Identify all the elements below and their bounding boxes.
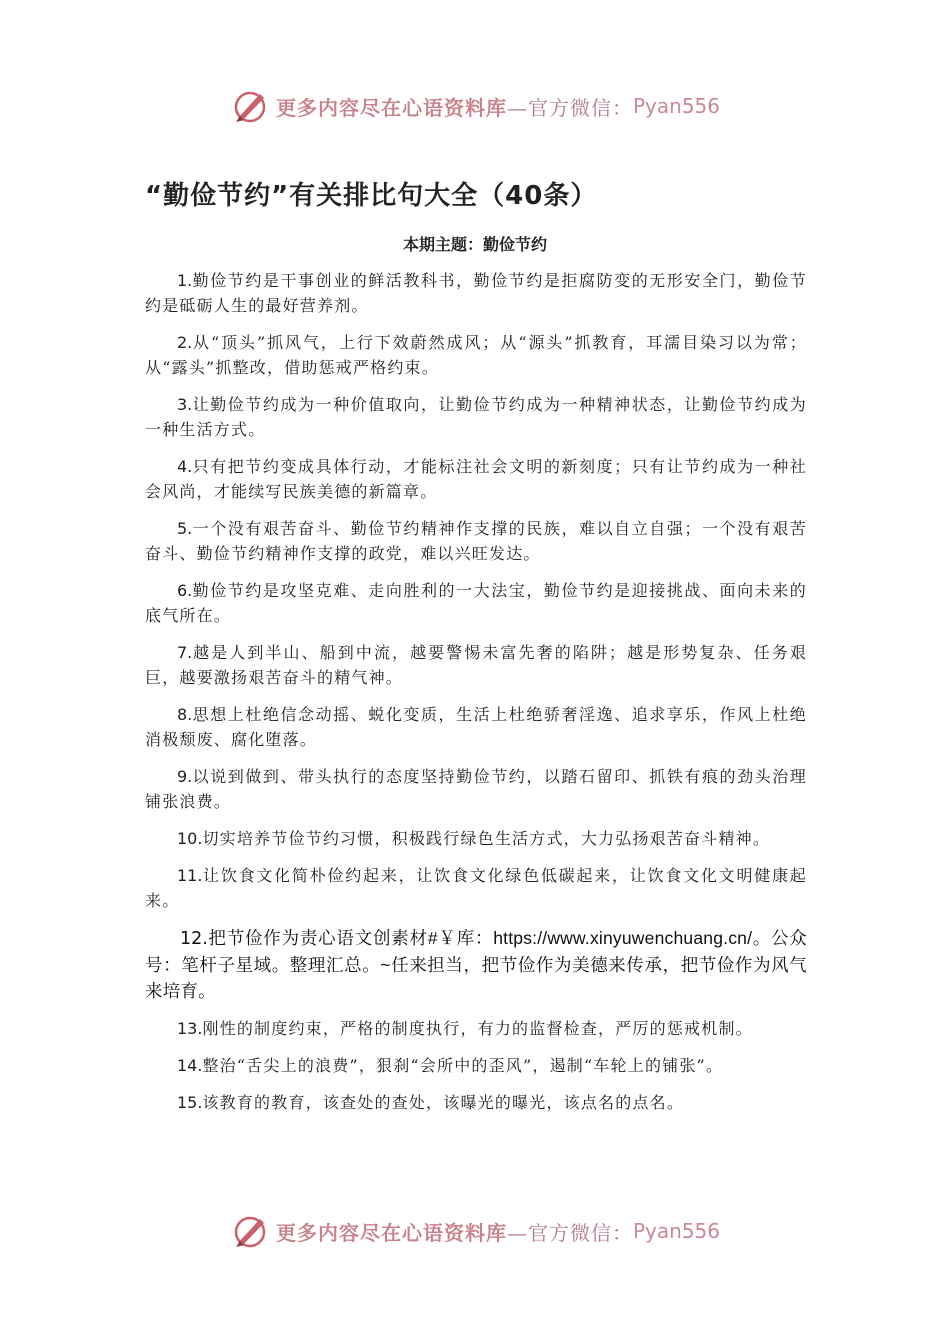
banner-separator-text: —官方微信： [506, 1220, 633, 1245]
list-item: 13.刚性的制度约束，严格的制度执行，有力的监督检查，严厉的惩戒机制。 [177, 1019, 753, 1038]
list-item: 3.让勤俭节约成为一种价值取向，让勤俭节约成为一种精神状态，让勤俭节约成为一种生活方式。 [145, 395, 807, 439]
list-item: 11.让饮食文化简朴俭约起来，让饮食文化绿色低碳起来，让饮食文化文明健康起来。 [145, 866, 807, 910]
list-item: 1.勤俭节约是干事创业的鲜活教科书，勤俭节约是拒腐防变的无形安全门，勤俭节约是砥砺人生的最好营养剂。 [145, 271, 807, 315]
pen-nib-circle-icon [230, 86, 270, 126]
list-item: 12.把节俭作为责心语文创素材#￥库：https://www.xinyuwenchuang.cn/。公众号：笔杆子星域。整理汇总。~任来担当，把节俭作为美德来传承，把节俭作为风气来培育。 [145, 928, 807, 1001]
banner-wechat-id: Pyan556 [632, 94, 720, 118]
list-item: 6.勤俭节约是攻坚克难、走向胜利的一大法宝，勤俭节约是迎接挑战、面向未来的底气所在。 [145, 581, 807, 625]
list-item: 4.只有把节约变成具体行动，才能标注社会文明的新刻度；只有让节约成为一种社会风尚，才能续写民族美德的新篇章。 [145, 457, 807, 501]
document-subtitle: 本期主题：勤俭节约 [402, 235, 547, 254]
list-item: 15.该教育的教育，该查处的查处，该曝光的曝光，该点名的点名。 [177, 1093, 685, 1112]
footer-watermark-banner [0, 1209, 950, 1253]
banner-wechat-id: Pyan556 [632, 1219, 720, 1243]
pen-nib-circle-icon [230, 1211, 270, 1251]
document-title: “勤俭节约”有关排比句大全（40条） [145, 181, 598, 211]
list-item: 9.以说到做到、带头执行的态度坚持勤俭节约，以踏石留印、抓铁有痕的劲头治理铺张浪费。 [145, 767, 807, 811]
list-item: 5.一个没有艰苦奋斗、勤俭节约精神作支撑的民族，难以自立自强；一个没有艰苦奋斗、勤俭节约精神作支撑的政党，难以兴旺发达。 [145, 519, 807, 563]
list-item: 10.切实培养节俭节约习惯，积极践行绿色生活方式，大力弘扬艰苦奋斗精神。 [177, 829, 771, 848]
list-item: 14.整治“舌尖上的浪费”，狠刹“会所中的歪风”，遏制“车轮上的铺张”。 [177, 1056, 724, 1075]
banner-site-text: 更多内容尽在心语资料库 [275, 1220, 507, 1245]
header-watermark-banner [0, 84, 950, 128]
list-item: 8.思想上杜绝信念动摇、蜕化变质，生活上杜绝骄奢淫逸、追求享乐，作风上杜绝消极颓废、腐化堕落。 [145, 705, 807, 749]
list-item: 2.从“顶头”抓风气，上行下效蔚然成风；从“源头”抓教育，耳濡目染习以为常；从“露头”抓整改，借助惩戒严格约束。 [145, 333, 807, 377]
banner-separator-text: —官方微信： [506, 95, 633, 120]
list-item: 7.越是人到半山、船到中流，越要警惕未富先奢的陷阱；越是形势复杂、任务艰巨，越要激扬艰苦奋斗的精气神。 [145, 643, 807, 687]
banner-site-text: 更多内容尽在心语资料库 [275, 95, 507, 120]
sentence-list [145, 268, 807, 1127]
